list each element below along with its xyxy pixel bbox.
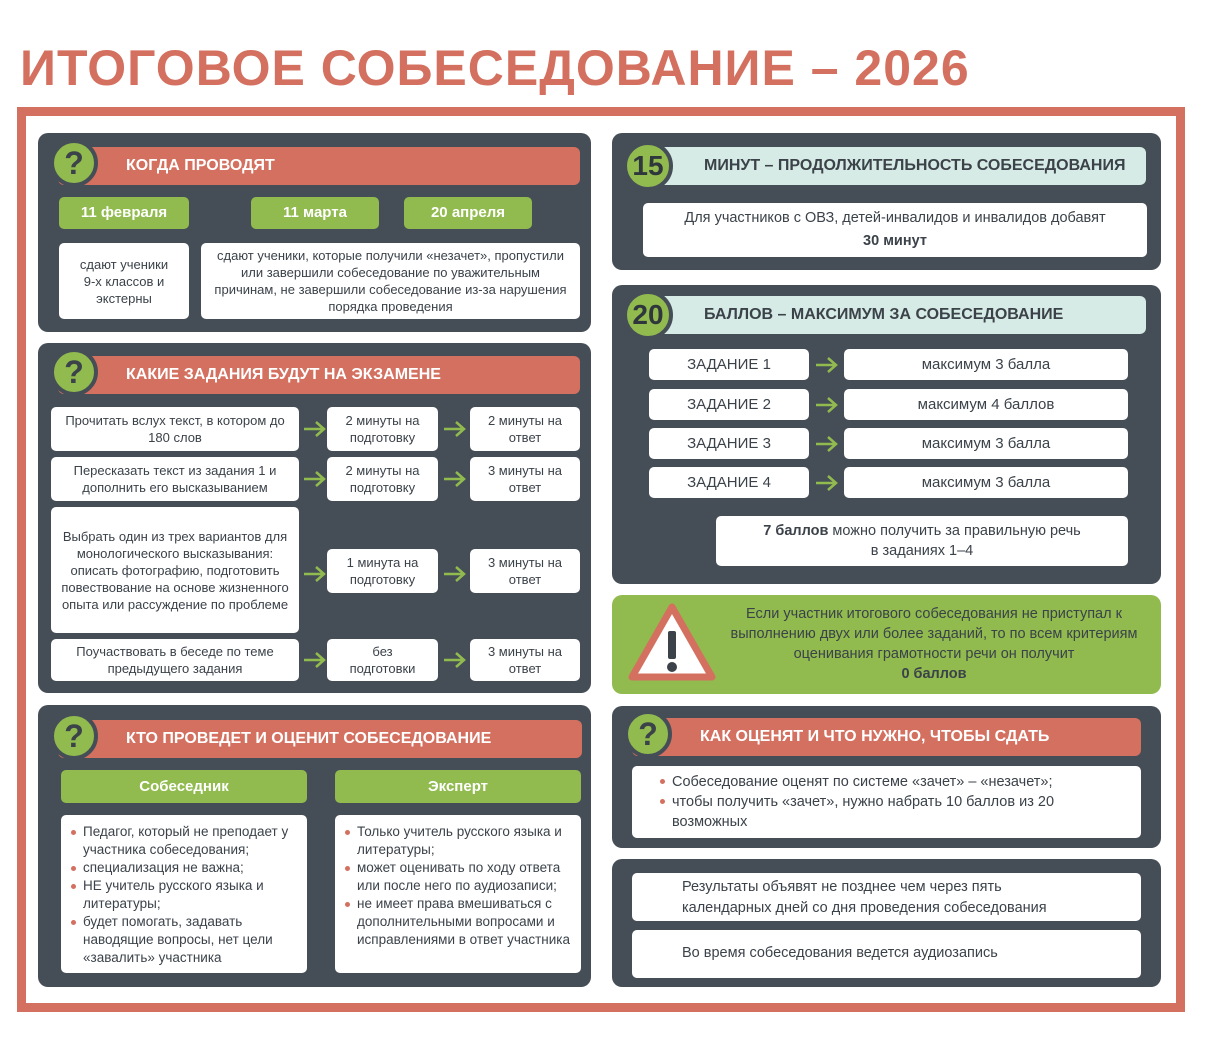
task-description: Поучаствовать в беседе по теме предыдущего задания	[51, 639, 299, 681]
task-answer-time: 2 минуты на ответ	[470, 407, 580, 451]
interviewer-label: Собеседник	[61, 770, 307, 803]
arrow-right-icon	[814, 473, 840, 493]
speech-note-tasks: в заданиях 1–4	[870, 543, 974, 559]
interviewer-point: Педагог, который не преподает у участника собеседования;	[69, 823, 299, 859]
date-badge: 20 апреля	[404, 197, 532, 229]
arrow-right-icon	[442, 564, 468, 584]
speech-points: 7 баллов	[763, 523, 829, 539]
task-max-score: максимум 3 балла	[844, 349, 1128, 380]
speech-note: можно получить за правильную речь	[828, 523, 1081, 539]
arrow-right-icon	[302, 419, 328, 439]
arrow-right-icon	[442, 419, 468, 439]
results-audio: Во время собеседования ведется аудиозапись	[632, 930, 1141, 978]
warning-triangle-icon	[626, 601, 718, 685]
grading-point: Собеседование оценят по системе «зачет» – «незачет»;	[658, 772, 1127, 792]
task-max-score: максимум 3 балла	[844, 467, 1128, 498]
arrow-right-icon	[302, 564, 328, 584]
duration-extra: 30 минут	[863, 233, 927, 249]
task-prep-time: 2 минуты на подготовку	[327, 457, 438, 501]
arrow-right-icon	[302, 469, 328, 489]
task-prep-time: без подготовки	[327, 639, 438, 681]
arrow-right-icon	[814, 395, 840, 415]
score-heading: БАЛЛОВ – МАКСИМУМ ЗА СОБЕСЕДОВАНИЕ	[632, 296, 1146, 334]
expert-point: не имеет права вмешиваться с дополнительными вопросами и исправлениями в ответ участника	[343, 895, 575, 949]
warning-panel	[612, 595, 1161, 694]
task-max-score: максимум 3 балла	[844, 428, 1128, 459]
warning-text-block	[716, 604, 1152, 684]
task-prep-time: 1 минута на подготовку	[327, 549, 438, 593]
date-note-9th: сдают ученики 9-х классов и экстерны	[59, 243, 189, 319]
duration-note: Для участников с ОВЗ, детей-инвалидов и инвалидов добавят	[684, 210, 1106, 226]
tasks-heading: КАКИЕ ЗАДАНИЯ БУДУТ НА ЭКЗАМЕНЕ	[58, 356, 580, 394]
grading-heading: КАК ОЦЕНЯТ И ЧТО НУЖНО, ЧТОБЫ СДАТЬ	[632, 718, 1141, 756]
arrow-right-icon	[302, 650, 328, 670]
date-badge: 11 февраля	[59, 197, 189, 229]
task-max-score: максимум 4 баллов	[844, 389, 1128, 420]
question-icon: ?	[50, 139, 98, 187]
arrow-right-icon	[814, 355, 840, 375]
task-answer-time: 3 минуты на ответ	[470, 639, 580, 681]
arrow-right-icon	[442, 650, 468, 670]
task-description: Выбрать один из трех вариантов для монологического высказывания: описать фотографию, подготовить повествование на основе жизненного опыта или рассуждение по проблеме	[51, 507, 299, 633]
interviewer-point: будет помогать, задавать наводящие вопросы, нет цели «завалить» участника	[69, 913, 299, 967]
warning-text: Если участник итогового собеседования не приступал к выполнению двух или более заданий, то по всем критериям оценивания грамотности речи он получит	[730, 606, 1138, 662]
grading-panel	[612, 706, 1161, 848]
task-label: ЗАДАНИЕ 4	[649, 467, 809, 498]
warning-bold: 0 баллов	[901, 666, 967, 682]
question-icon: ?	[50, 712, 98, 760]
grading-card	[632, 766, 1141, 838]
duration-note-card	[643, 203, 1147, 257]
expert-card	[335, 815, 581, 973]
task-label: ЗАДАНИЕ 1	[649, 349, 809, 380]
expert-point: может оценивать по ходу ответа или после него по аудиозаписи;	[343, 859, 575, 895]
expert-point: Только учитель русского языка и литературы;	[343, 823, 575, 859]
task-label: ЗАДАНИЕ 3	[649, 428, 809, 459]
date-note-retake: сдают ученики, которые получили «незачет», пропустили или завершили собеседование по уважительным причинам, не завершили собеседование из-за нарушения порядка проведения	[201, 243, 580, 319]
task-answer-time: 3 минуты на ответ	[470, 549, 580, 593]
who-panel	[38, 705, 591, 987]
task-description: Пересказать текст из задания 1 и дополнить его высказыванием	[51, 457, 299, 501]
task-prep-time: 2 минуты на подготовку	[327, 407, 438, 451]
question-icon: ?	[624, 710, 672, 758]
results-deadline: Результаты объявят не позднее чем через пять календарных дней со дня проведения собеседования	[632, 873, 1141, 921]
score-number: 20	[623, 290, 673, 340]
when-heading: КОГДА ПРОВОДЯТ	[58, 147, 580, 185]
arrow-right-icon	[442, 469, 468, 489]
tasks-panel	[38, 343, 591, 693]
who-heading: КТО ПРОВЕДЕТ И ОЦЕНИТ СОБЕСЕДОВАНИЕ	[58, 720, 582, 758]
expert-label: Эксперт	[335, 770, 581, 803]
task-description: Прочитать вслух текст, в котором до 180 слов	[51, 407, 299, 451]
duration-panel	[612, 133, 1161, 270]
arrow-right-icon	[814, 434, 840, 454]
date-badge: 11 марта	[251, 197, 379, 229]
question-icon: ?	[50, 348, 98, 396]
when-panel	[38, 133, 591, 332]
duration-number: 15	[623, 141, 673, 191]
interviewer-point: специализация не важна;	[69, 859, 299, 877]
results-panel	[612, 859, 1161, 987]
score-panel	[612, 285, 1161, 584]
duration-heading: МИНУТ – ПРОДОЛЖИТЕЛЬНОСТЬ СОБЕСЕДОВАНИЯ	[632, 147, 1146, 185]
page-title: ИТОГОВОЕ СОБЕСЕДОВАНИЕ – 2026	[20, 40, 970, 96]
interviewer-card	[61, 815, 307, 973]
task-answer-time: 3 минуты на ответ	[470, 457, 580, 501]
speech-note-card	[716, 516, 1128, 566]
grading-point: чтобы получить «зачет», нужно набрать 10 баллов из 20 возможных	[658, 792, 1058, 832]
task-label: ЗАДАНИЕ 2	[649, 389, 809, 420]
interviewer-point: НЕ учитель русского языка и литературы;	[69, 877, 299, 913]
